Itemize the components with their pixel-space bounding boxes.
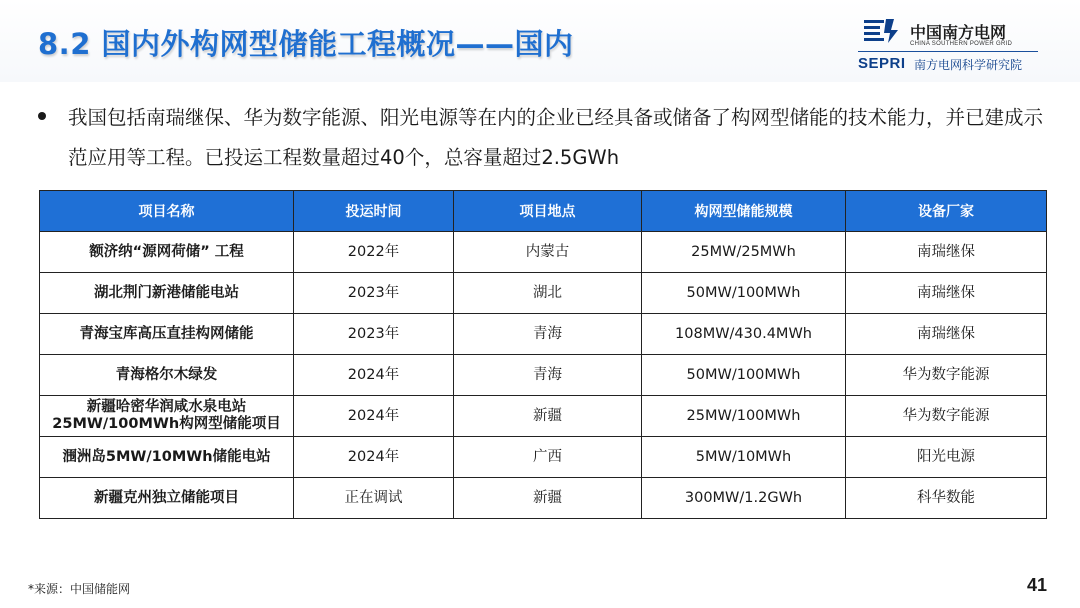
cell-scale: 108MW/430.4MWh — [642, 314, 846, 355]
header-vendor: 设备厂家 — [846, 191, 1047, 232]
project-table — [39, 190, 1047, 519]
bullet-dot — [38, 112, 46, 120]
table-row — [40, 396, 1047, 437]
cell-location: 新疆 — [454, 478, 642, 519]
header-scale: 构网型储能规模 — [642, 191, 846, 232]
cell-project-name: 青海格尔木绿发 — [40, 355, 294, 396]
cell-vendor: 华为数字能源 — [846, 396, 1047, 437]
sepri-logo-text: SEPRI — [858, 55, 906, 72]
cell-time: 正在调试 — [294, 478, 454, 519]
logo-divider — [858, 51, 1038, 52]
bullet-text: 我国包括南瑞继保、华为数字能源、阳光电源等在内的企业已经具备或储备了构网型储能的技术能力，并已建成示范应用等工程。已投运工程数量超过40个，总容量超过2.5GWh — [68, 106, 1044, 169]
table-row — [40, 437, 1047, 478]
cell-vendor: 华为数字能源 — [846, 355, 1047, 396]
table-row — [40, 355, 1047, 396]
cell-scale: 50MW/100MWh — [642, 355, 846, 396]
csg-logo — [858, 14, 1048, 74]
sepri-cn-text: 南方电网科学研究院 — [914, 58, 1023, 72]
cell-project-name: 湖北荆门新港储能电站 — [40, 273, 294, 314]
cell-scale: 25MW/25MWh — [642, 232, 846, 273]
header-project-name: 项目名称 — [40, 191, 294, 232]
logo-en-text: CHINA SOUTHERN POWER GRID — [910, 41, 1013, 47]
cell-vendor: 科华数能 — [846, 478, 1047, 519]
page-title: 8.2 国内外构网型储能工程概况——国内 — [38, 27, 574, 61]
header-commission-time: 投运时间 — [294, 191, 454, 232]
cell-location: 新疆 — [454, 396, 642, 437]
cell-location: 湖北 — [454, 273, 642, 314]
cell-time: 2024年 — [294, 355, 454, 396]
table-row — [40, 478, 1047, 519]
source-footnote: *来源：中国储能网 — [28, 582, 131, 596]
cell-project-name: 青海宝库高压直挂构网储能 — [40, 314, 294, 355]
table-header-row — [40, 191, 1047, 232]
table-row — [40, 314, 1047, 355]
csg-logo-icon — [864, 18, 904, 44]
cell-vendor: 南瑞继保 — [846, 232, 1047, 273]
page-number: 41 — [1027, 575, 1048, 595]
cell-location: 青海 — [454, 355, 642, 396]
header-location: 项目地点 — [454, 191, 642, 232]
cell-project-name: 新疆克州独立储能项目 — [40, 478, 294, 519]
cell-scale: 5MW/10MWh — [642, 437, 846, 478]
cell-project-name-line2: 25MW/100MWh构网型储能项目 — [52, 416, 281, 432]
cell-location: 青海 — [454, 314, 642, 355]
cell-location: 广西 — [454, 437, 642, 478]
cell-scale: 25MW/100MWh — [642, 396, 846, 437]
cell-project-name: 涠洲岛5MW/10MWh储能电站 — [40, 437, 294, 478]
cell-project-name — [40, 396, 294, 437]
cell-time: 2024年 — [294, 437, 454, 478]
cell-time: 2023年 — [294, 314, 454, 355]
cell-location: 内蒙古 — [454, 232, 642, 273]
cell-vendor: 阳光电源 — [846, 437, 1047, 478]
cell-time: 2022年 — [294, 232, 454, 273]
cell-project-name: 额济纳“源网荷储” 工程 — [40, 232, 294, 273]
cell-scale: 50MW/100MWh — [642, 273, 846, 314]
cell-scale: 300MW/1.2GWh — [642, 478, 846, 519]
table-row — [40, 273, 1047, 314]
table-row — [40, 232, 1047, 273]
cell-project-name-line1: 新疆哈密华润咸水泉电站 — [86, 399, 247, 415]
logo-cn-text: 中国南方电网 — [910, 23, 1007, 42]
cell-vendor: 南瑞继保 — [846, 314, 1047, 355]
cell-time: 2024年 — [294, 396, 454, 437]
cell-time: 2023年 — [294, 273, 454, 314]
cell-vendor: 南瑞继保 — [846, 273, 1047, 314]
